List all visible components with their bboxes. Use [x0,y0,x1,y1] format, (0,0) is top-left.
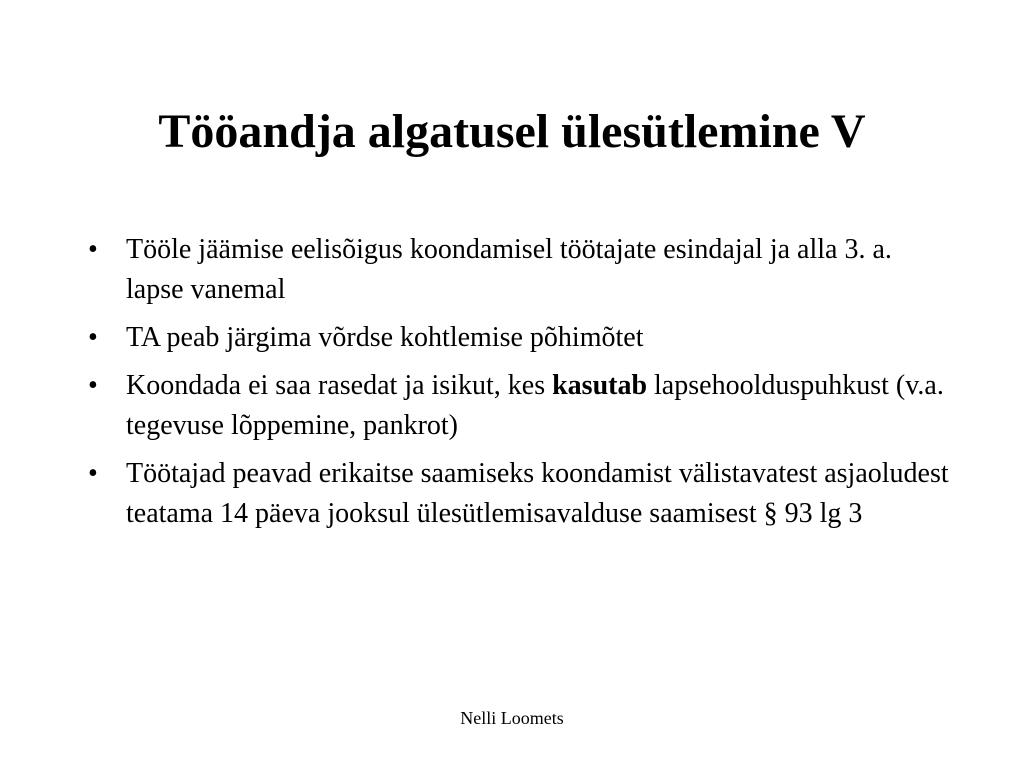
bullet-item [86,366,956,446]
bullet-icon: • [88,322,98,353]
bullet-text: Tööle jäämise eelisõigus koondamisel töötajate esindajal ja alla 3. a. lapse vanemal [126,234,892,305]
slide-footer: Nelli Loomets [460,708,564,728]
bullet-item [86,230,956,310]
bullet-icon: • [88,370,98,401]
slide-title: Tööandja algatusel ülesütlemine V [158,105,866,158]
bullet-text-emphasis: kasutab [552,370,648,401]
bullet-text-part: lapsehoolduspuhkust (v.a. tegevuse lõppemine, pankrot) [126,370,944,441]
bullet-item [86,454,956,534]
bullet-text-part: Koondada ei saa rasedat ja isikut, kes [126,370,553,401]
bullet-list [86,230,956,542]
bullet-text: Töötajad peavad erikaitse saamiseks koondamist välistavatest asjaoludest teatama 14 päeva jooksul ülesütlemisavalduse saamisest § 93 lg 3 [126,458,949,529]
bullet-text: TA peab järgima võrdse kohtlemise põhimõtet [126,322,644,353]
bullet-item [86,318,956,358]
bullet-icon: • [88,234,98,265]
bullet-icon: • [88,458,98,489]
bullet-text [126,370,944,441]
